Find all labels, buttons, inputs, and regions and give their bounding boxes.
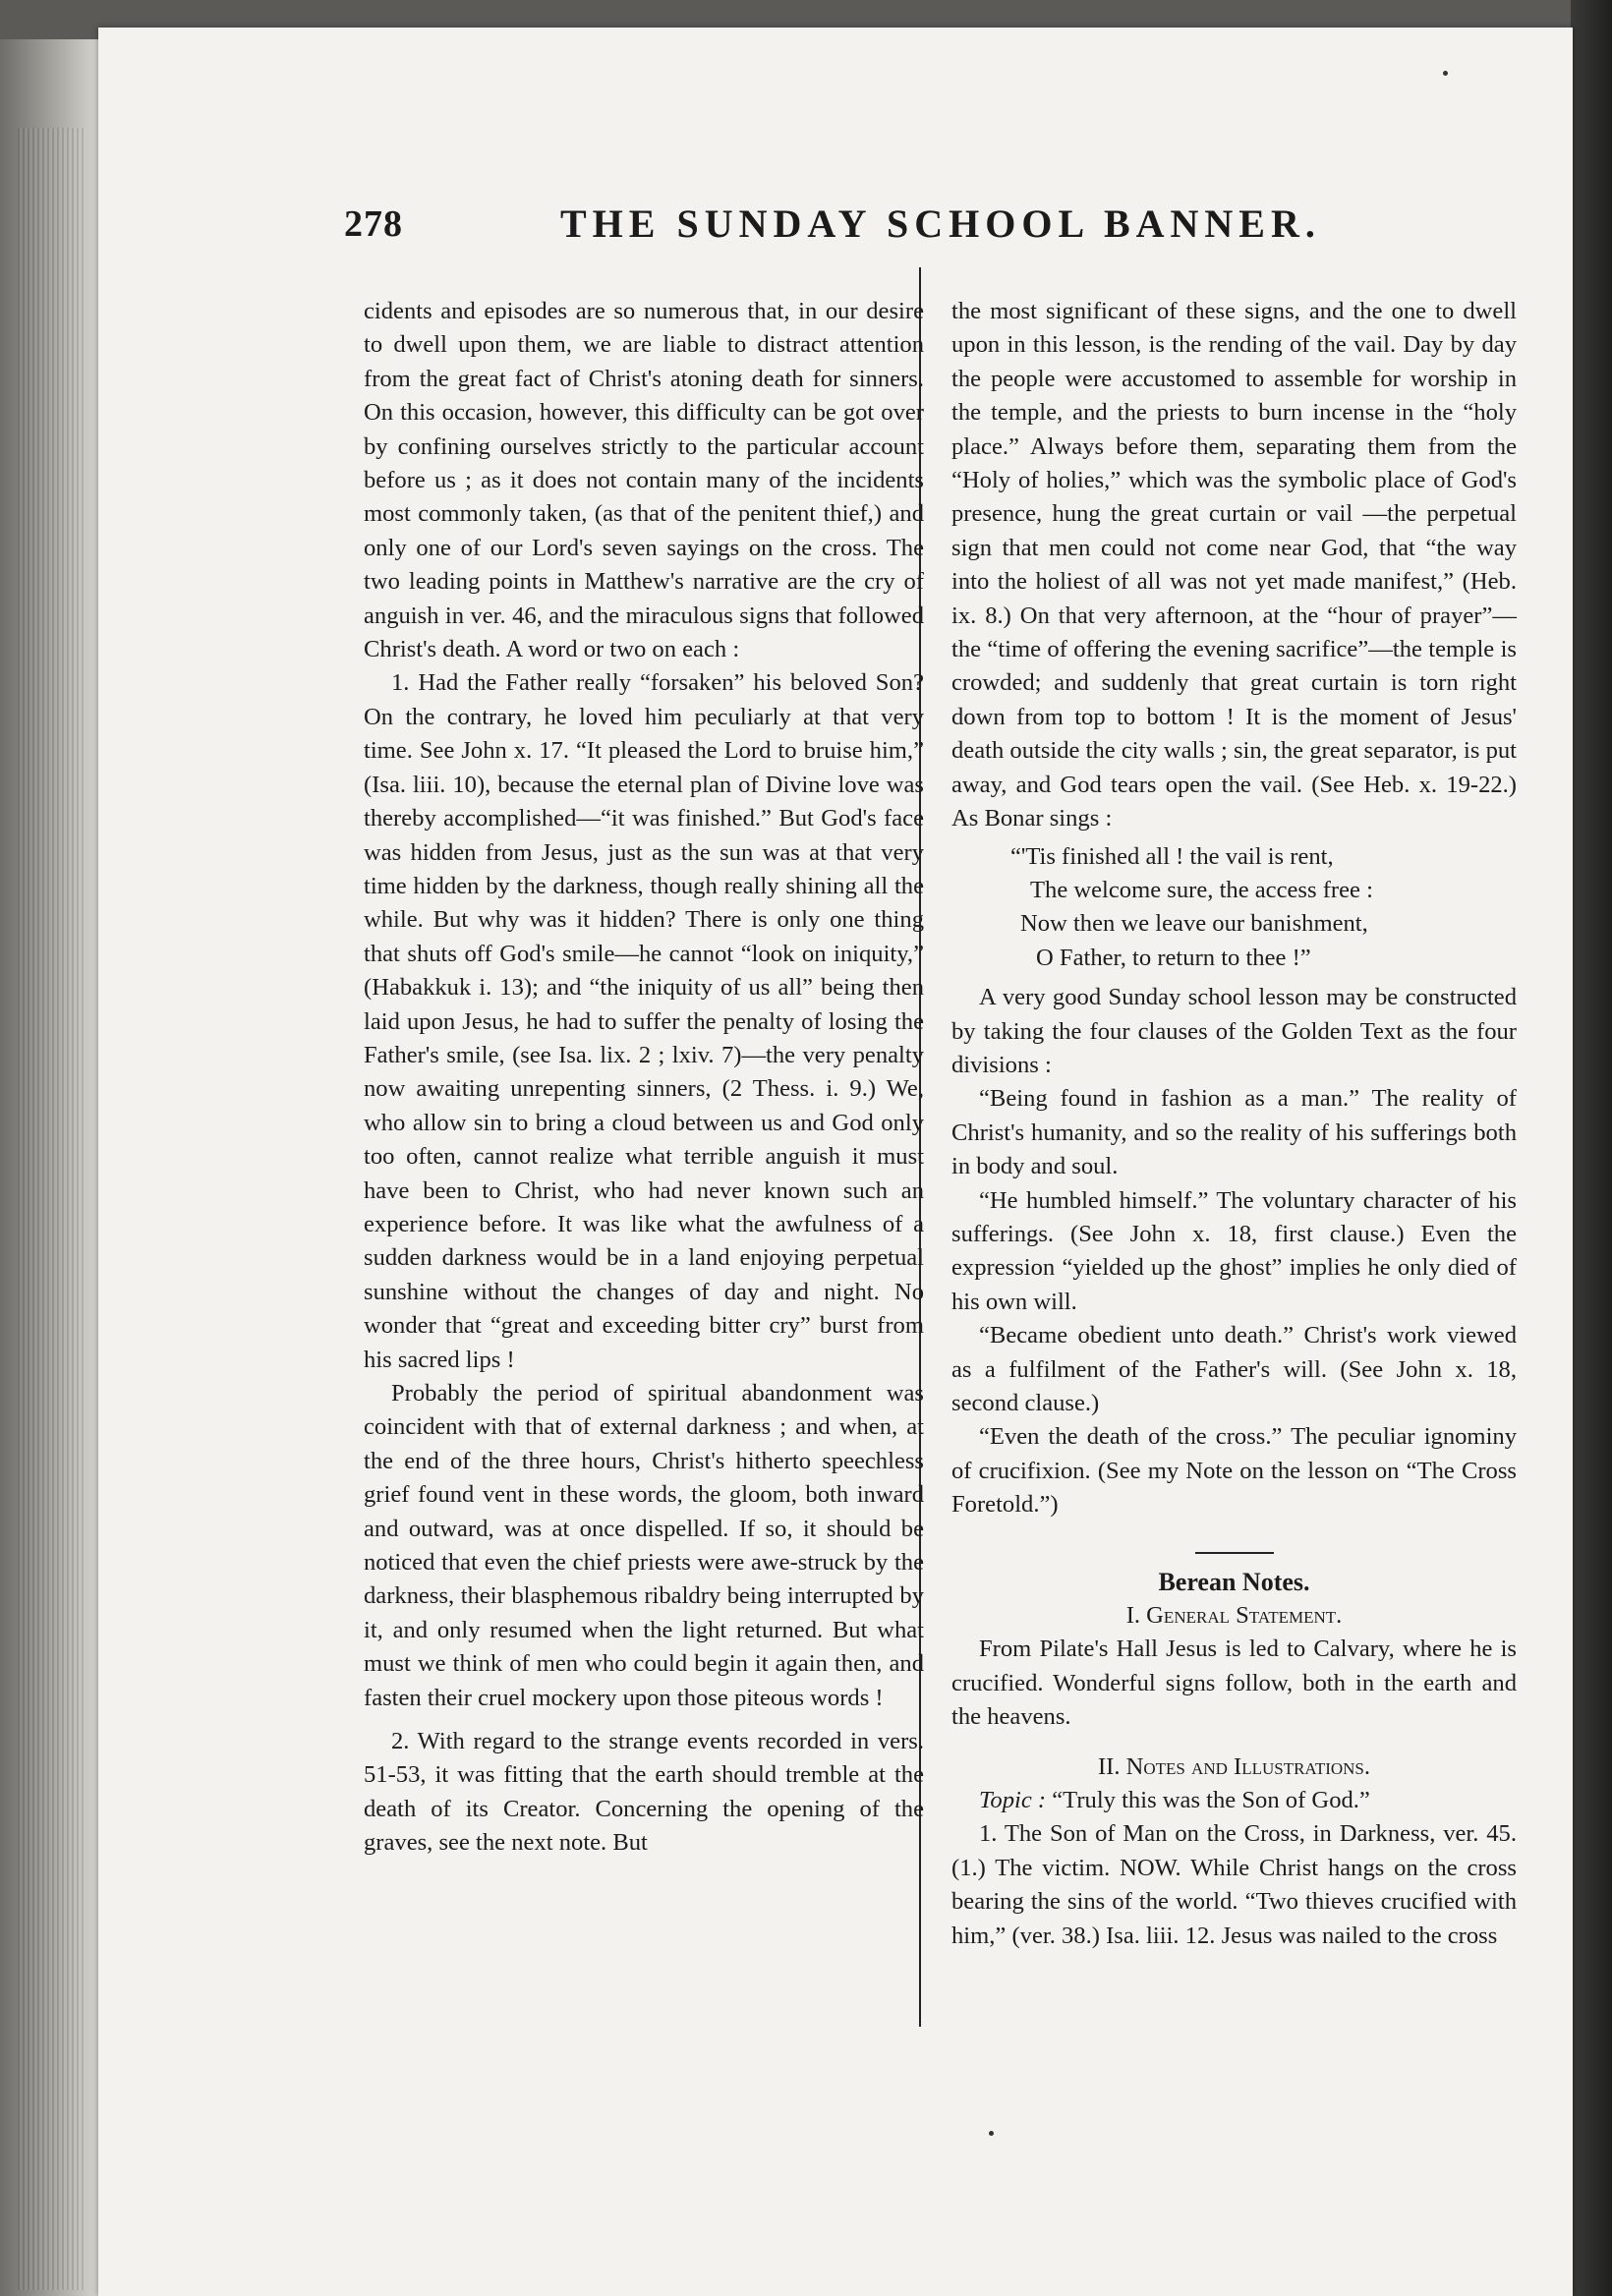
right-column — [951, 295, 1517, 1953]
notes-illustrations-heading: II. Notes and Illustrations. — [1097, 1752, 1371, 1780]
general-statement-text: From Pilate's Hall Jesus is led to Calvary, where he is crucified. Wonderful signs follow, both in the earth and the heavens. — [951, 1636, 1517, 1731]
topic-line — [951, 1784, 1517, 1817]
division-1: “Being found in fashion as a man.” The reality of Christ's humanity, and so the reality of his sufferings both in body and soul. — [951, 1085, 1517, 1180]
poem-line-1: “'Tis finished all ! the vail is rent, — [1010, 842, 1334, 870]
division-4: “Even the death of the cross.” The peculiar ignominy of crucifixion. (See my Note on the lesson on “The Cross Foretold.”) — [951, 1423, 1517, 1519]
left-paragraph-1: cidents and episodes are so numerous that, in our desire to dwell upon them, we are liable to distract attention from the great fact of Christ's atoning death for sinners. On this occasion, however, this difficulty can be got over by confining ourselves strictly to the particular account before us ; as it does not contain many of the incidents most commonly taken, (as that of the penitent thief,) and only one of our Lord's seven sayings on the cross. The two leading points in Matthew's narrative are the cry of anguish in ver. 46, and the miraculous signs that followed Christ's death. A word or two on each : — [364, 298, 924, 663]
berean-notes-heading: Berean Notes. — [1158, 1567, 1310, 1596]
page-edge-texture — [18, 128, 86, 2290]
book-page-edges — [0, 39, 108, 2296]
left-paragraph-2: 1. Had the Father really “forsaken” his beloved Son? On the contrary, he loved him peculiarly at that very time. See John x. 17. “It pleased the Lord to bruise him,” (Isa. liii. 10), because the eternal plan of Divine love was thereby accomplished—“it was finished.” But God's face was hidden from Jesus, just as the sun was at that very time hidden by the darkness, though really shining all the while. But why was it hidden? There is only one thing that shuts off God's smile—he cannot “look on iniquity,” (Habakkuk i. 13); and “the iniquity of us all” being then laid upon Jesus, he had to suffer the penalty of losing the Father's smile, (see Isa. lix. 2 ; lxiv. 7)—the very penalty now awaiting unrepenting sinners, (2 Thess. i. 9.) We, who allow sin to bring a cloud between us and God only too often, cannot realize what terrible anguish it must have been to Christ, who had never known such an experience before. It was like what the awfulness of a sudden darkness would be in a land enjoying perpetual sunshine without the changes of day and night. No wonder that “great and exceeding bitter cry” burst from his sacred lips ! — [364, 669, 924, 1373]
bonar-poem — [951, 840, 1517, 976]
print-speck — [989, 2131, 994, 2136]
print-speck — [1443, 71, 1448, 76]
general-statement-heading: I. General Statement. — [1125, 1602, 1343, 1630]
right-paragraph-2: A very good Sunday school lesson may be constructed by taking the four clauses of the Golden Text as the four divisions : — [951, 984, 1517, 1078]
poem-line-3: Now then we leave our banishment, — [1020, 910, 1368, 938]
left-paragraph-3: Probably the period of spiritual abandonment was coincident with that of external darkness ; and when, at the end of the three hours, Christ's hitherto speechless grief found vent in these words, the gloom, both inward and outward, was at once dispelled. If so, it should be noticed that even the chief priests were awe-struck by the darkness, their blasphemous ribaldry being interrupted by it, and only resumed when the light returned. But what must we think of men who could begin it again then, and fasten their cruel mockery upon those piteous words ! — [364, 1380, 924, 1711]
left-column — [364, 295, 924, 1861]
poem-line-2: The welcome sure, the access free : — [1030, 876, 1373, 903]
right-paragraph-1: the most significant of these signs, and the one to dwell upon in this lesson, is the rending of the vail. Day by day the people were accustomed to assemble for worship in the temple, and the priests to burn incense in the “holy place.” Always before them, separating them from the “Holy of holies,” which was the symbolic place of God's presence, hung the great curtain or vail —the perpetual sign that men could not come near God, that “the way into the holiest of all was not yet made manifest,” (Heb. ix. 8.) On that very afternoon, at the “hour of prayer”—the “time of offering the evening sacrifice”—the temple is crowded; and suddenly that great curtain is torn right down from top to bottom ! It is the moment of Jesus' death outside the city walls ; sin, the great separator, is put away, and God tears open the vail. (See Heb. x. 19-22.) As Bonar sings : — [951, 298, 1517, 832]
topic-text: “Truly this was the Son of God.” — [1052, 1787, 1370, 1814]
division-2: “He humbled himself.” The voluntary character of his sufferings. (See John x. 18, first clause.) Even the expression “yielded up the ghost” implies he only died of his own will. — [951, 1186, 1517, 1315]
running-title: THE SUNDAY SCHOOL BANNER. — [560, 201, 1321, 246]
section-rule — [1195, 1552, 1274, 1554]
division-3: “Became obedient unto death.” Christ's work viewed as a fulfilment of the Father's will. (See John x. 18, second clause.) — [951, 1322, 1517, 1416]
page-header — [334, 193, 1543, 252]
topic-label: Topic : — [979, 1787, 1047, 1814]
final-paragraph: 1. The Son of Man on the Cross, in Darkness, ver. 45. (1.) The victim. NOW. While Christ hangs on the cross bearing the sins of the world. “Two thieves crucified with him,” (ver. 38.) Isa. liii. 12. Jesus was nailed to the cross — [951, 1820, 1517, 1949]
page-number: 278 — [344, 203, 403, 245]
left-paragraph-4: 2. With regard to the strange events recorded in vers. 51-53, it was fitting that the earth should tremble at the death of its Creator. Concerning the opening of the graves, see the next note. But — [364, 1728, 924, 1857]
scan-background-right — [1571, 0, 1612, 2296]
poem-line-4: O Father, to return to thee !” — [1036, 944, 1311, 971]
